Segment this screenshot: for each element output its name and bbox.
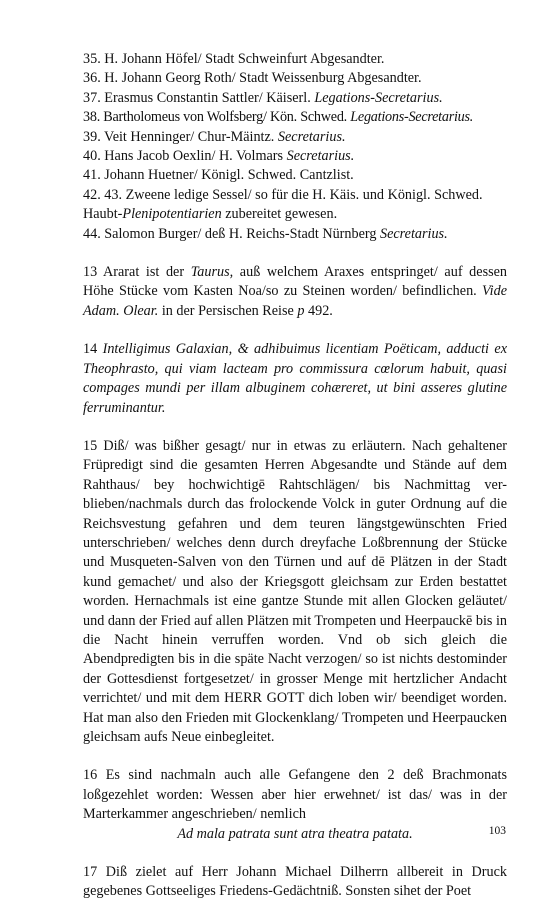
footnote-17: 17 Diß zielet auf Herr Johann Michael Dilherrn allbereit in Druck gegebenes Gottseeliges Friedens-Gedächtniß. Sonsten sihet der Poet [83,864,507,900]
page-number: 103 [488,825,506,837]
list-item-40: 40. Hans Jacob Oexlin/ H. Volmars Secretarius. [83,148,355,165]
footnote-16 [83,766,507,844]
list-item-38: 38. Bartholomeus von Wolfsberg/ Kön. Schwed. Legations-Secretarius. [83,109,474,126]
list-item-39: 39. Veit Henninger/ Chur-Mäintz. Secretarius. [83,128,346,145]
list-item-44: 44. Salomon Burger/ deß H. Reichs-Stadt Nürnberg Secretarius. [83,225,448,242]
list-item-36: 36. H. Johann Georg Roth/ Stadt Weissenburg Abgesandter. [83,70,422,87]
list-item-42-43: 42. 43. Zweene ledige Sessel/ so für die H. Käis. und Königl. Schwed. Haubt-Plenipotentiarien zubereitet gewesen. [83,186,483,223]
list-item-41: 41. Johann Huetner/ Königl. Schwed. Cantzlist. [83,167,354,184]
footnote-13: 13 Ararat ist der Taurus, auß welchem Araxes entspringet/ auf dessen Höhe Stücke vom Kasten Noa/so zu Steinen worden/ befindlichen. Vide Adam. Olear. in der Persischen Reise p 492. [83,264,507,319]
page-content [83,50,507,902]
footnote-15: 15 Diß/ was bißher gesagt/ nur in etwas zu erläutern. Nach gehaltener Früpredigt sind die gesamten Herren Abgesandte und Stände auf dem Rahthaus/ bey hochwichtigē Rahtschlägen/ bis Nachmittag ver-blieben/nachmals durch das frolockende Volck in guter Ordnung auf die Reichsvestung gefahren und dem teuren längstgewünschten Fried unterschrieben/ welches denn durch dreyfache Loßbrennung der Stücke und Musqueten-Salven von den Türnen und auf dē Plätzen in der Stadt kund gemachet/ und also der Kriegsgott gleichsam zur Erden bestattet worden. Hernachmals ist eine gantze Stunde mit allen Glocken geläutet/ und dann der Fried auf allen Plätzen mit Trompeten und Heerpauckē bis in die Nacht hinein verruffen worden. Vnd ob sich gleich die Abendpredigten bis in die späte Nacht verzogen/ so ist nichts destominder der Gottesdienst fortgesetzet/ in grosser Menge mit hertzlicher Andacht verrichtet/ und mit dem HERR GOTT dich loben wir/ beendiget worden. Hat man also den Frieden mit Glockenklang/ Trompeten und Heerpaucken gleichsam aufs Neue einbegleitet. [83,437,507,745]
list-item-35: 35. H. Johann Höfel/ Stadt Schweinfurt Abgesandter. [83,51,385,67]
list-item-37: 37. Erasmus Constantin Sattler/ Käiserl. Legations-Secretarius. [83,89,443,106]
footnote-14: 14 Intelligimus Galaxian, & adhibuimus licentiam Poëticam, adducti ex Theophrasto, qui viam lacteam pro commissura cœlorum habuit, quasi compages mundi per illam albuginem cohæreret, ut bini asseres glutine ferruminantur. [83,341,507,416]
footnote-16-motto: Ad mala patrata sunt atra theatra patata. [177,825,413,842]
participant-list [83,50,507,244]
footnote-16-text: 16 Es sind nachmaln auch alle Gefangene den 2 deß Brachmonats loßgezehlet worden: Wessen aber hier erwehnet/ ist das/ was in der Marterkammer angeschrieben/ nemlich [83,767,507,823]
